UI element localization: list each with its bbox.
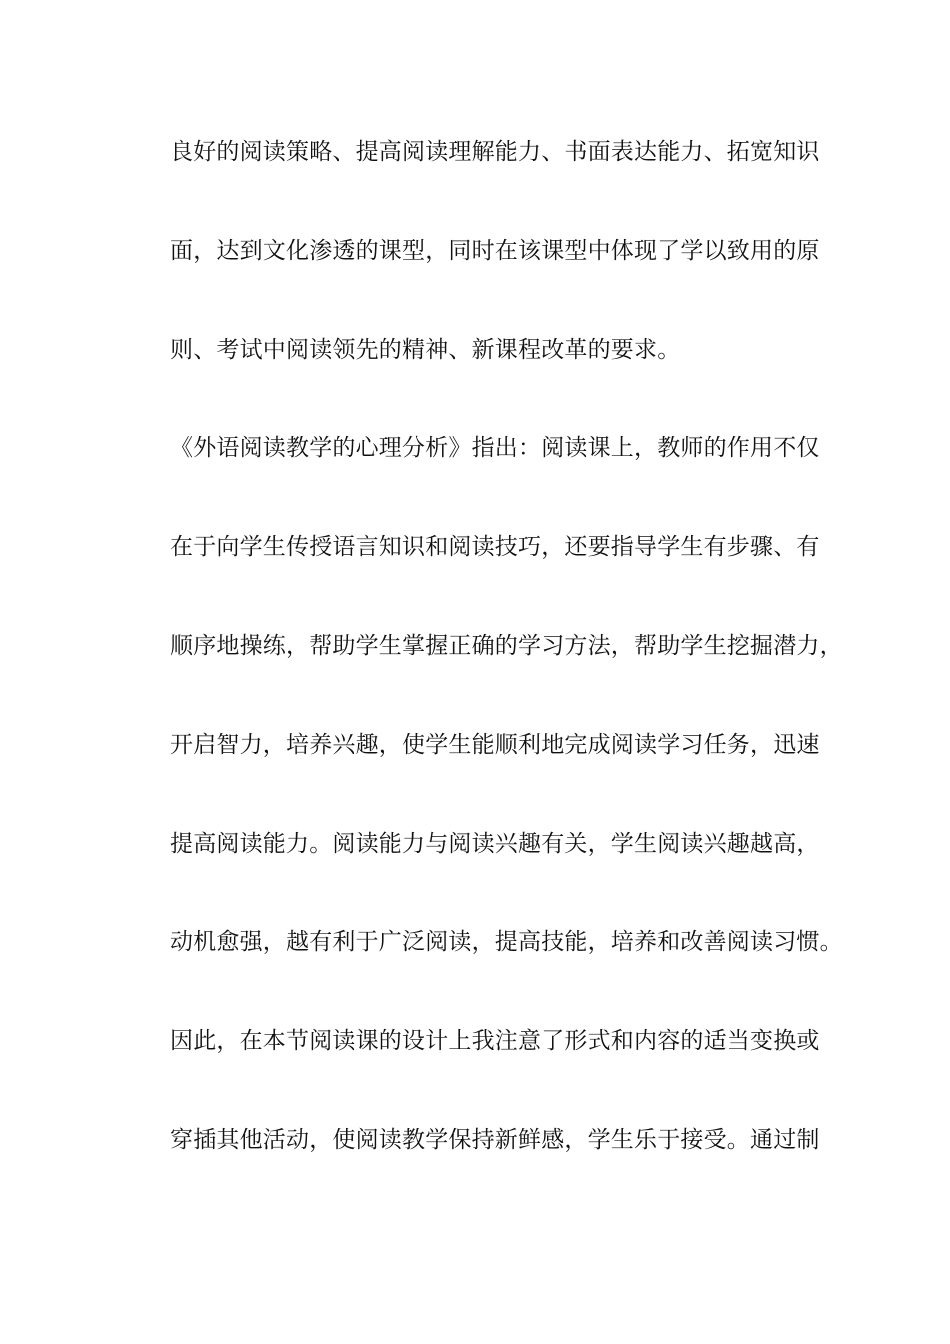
text-line: 顺序地操练，帮助学生掌握正确的学习方法，帮助学生挖掘潜力，	[170, 632, 843, 659]
text-line: 《外语阅读教学的心理分析》指出：阅读课上，教师的作用不仅	[170, 435, 820, 462]
text-line: 则、考试中阅读领先的精神、新课程改革的要求。	[170, 336, 681, 363]
text-line: 开启智力，培养兴趣，使学生能顺利地完成阅读学习任务，迅速	[170, 731, 820, 758]
body-text	[170, 128, 843, 1215]
text-line: 在于向学生传授语言知识和阅读技巧，还要指导学生有步骤、有	[170, 534, 820, 561]
text-line: 提高阅读能力。阅读能力与阅读兴趣有关，学生阅读兴趣越高，	[170, 830, 820, 857]
text-line: 动机愈强，越有利于广泛阅读，提高技能，培养和改善阅读习惯。	[170, 929, 843, 956]
text-line: 良好的阅读策略、提高阅读理解能力、书面表达能力、拓宽知识	[170, 139, 820, 165]
text-line: 穿插其他活动，使阅读教学保持新鲜感，学生乐于接受。通过制	[170, 1126, 820, 1153]
text-line: 面，达到文化渗透的课型，同时在该课型中体现了学以致用的原	[170, 237, 820, 264]
text-line: 因此，在本节阅读课的设计上我注意了形式和内容的适当变换或	[170, 1028, 820, 1055]
